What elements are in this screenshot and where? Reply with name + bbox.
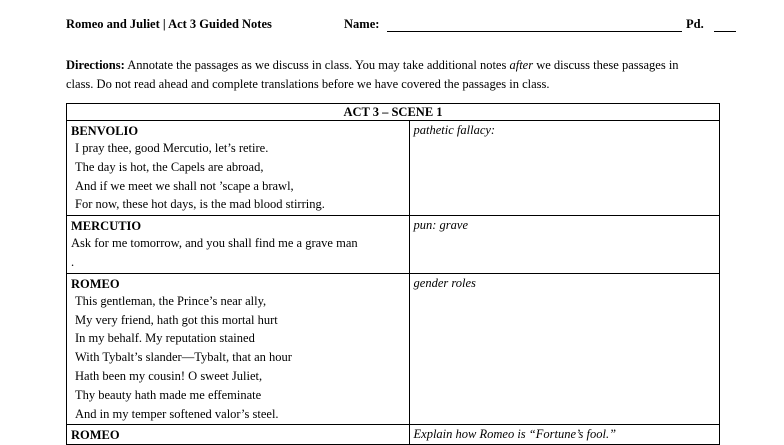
passage-line: Hath been my cousin! O sweet Juliet, — [75, 368, 263, 383]
passage-cell — [67, 425, 410, 445]
passage-cell — [67, 216, 410, 274]
passage-cell — [67, 273, 410, 425]
table-row — [67, 425, 720, 445]
passage-line: For now, these hot days, is the mad blood stirring. — [75, 197, 325, 212]
passage-line: . — [71, 254, 75, 269]
passage-lines — [71, 139, 405, 214]
passage-line: My very friend, hath got this mortal hurt — [75, 312, 278, 327]
directions-text-1: Annotate the passages as we discuss in class. You may take additional notes — [127, 58, 507, 72]
note-cell[interactable]: pathetic fallacy: — [409, 121, 719, 216]
guided-notes-table — [66, 103, 720, 445]
directions-paragraph — [66, 56, 706, 93]
note-cell[interactable]: Explain how Romeo is “Fortune’s fool.” — [409, 425, 719, 445]
name-label: Name: — [344, 17, 380, 31]
passage-line: In my behalf. My reputation stained — [75, 331, 255, 346]
name-blank-line[interactable] — [387, 31, 682, 32]
period-blank-line[interactable] — [714, 31, 736, 32]
passage-line: Ask for me tomorrow, and you shall find me a grave man — [71, 236, 358, 251]
document-title: Romeo and Juliet | Act 3 Guided Notes — [66, 17, 272, 31]
directions-emphasis: after — [509, 58, 534, 72]
passage-cell — [67, 121, 410, 216]
speaker-name: ROMEO — [71, 428, 120, 443]
passage-line: This gentleman, the Prince’s near ally, — [75, 293, 267, 308]
table-row — [67, 121, 720, 216]
speaker-name: MERCUTIO — [71, 219, 142, 234]
speaker-name: BENVOLIO — [71, 124, 139, 138]
passage-lines — [71, 234, 405, 272]
passage-line: With Tybalt’s slander—Tybalt, that an hour — [75, 350, 292, 365]
table-row — [67, 216, 720, 274]
note-cell[interactable]: gender roles — [409, 273, 719, 425]
passage-lines — [71, 292, 405, 424]
passage-line: And in my temper softened valor’s steel. — [75, 406, 279, 421]
table-heading-row — [67, 104, 720, 121]
period-label: Pd. — [686, 17, 704, 31]
table-row — [67, 273, 720, 425]
passage-line: Thy beauty hath made me effeminate — [75, 387, 262, 402]
directions-label: Directions: — [66, 58, 125, 72]
speaker-name: ROMEO — [71, 276, 120, 291]
passage-line: And if we meet we shall not ’scape a brawl, — [75, 178, 294, 193]
directions-text-2: we discuss these passages in class. Do not read ahead and complete translations before we have covered the passages in class. — [66, 58, 679, 91]
passage-line: I pray thee, good Mercutio, let’s retire. — [75, 141, 269, 155]
scene-heading: ACT 3 – SCENE 1 — [67, 104, 720, 121]
note-cell[interactable]: pun: grave — [409, 216, 719, 274]
passage-line: The day is hot, the Capels are abroad, — [75, 159, 264, 174]
